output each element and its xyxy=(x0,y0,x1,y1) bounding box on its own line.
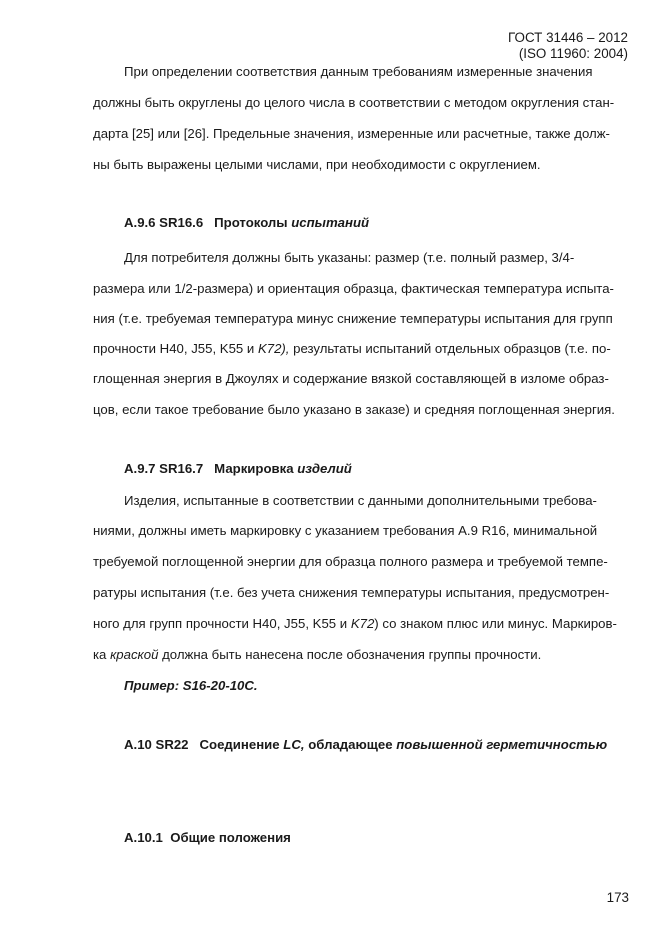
paragraph-1-line-3: дарта [25] или [26]. Предельные значения, измеренные или расчетные, также долж- xyxy=(93,126,610,141)
section-title-italic: LC, xyxy=(283,737,305,752)
text-run: результаты испытаний отдельных образцов (т.е. по- xyxy=(289,341,611,356)
text-run-italic: краской xyxy=(110,647,159,662)
paragraph-3-line-1: Изделия, испытанные в соответствии с данными дополнительными требова- xyxy=(124,493,597,508)
paragraph-3-line-2: ниями, должны иметь маркировку с указанием требования А.9 R16, минимальной xyxy=(93,523,598,538)
section-title-italic: испытаний xyxy=(291,215,370,230)
paragraph-1-line-4: ны быть выражены целыми числами, при необходимости с округлением. xyxy=(93,157,541,172)
section-title: Маркировка xyxy=(214,461,298,476)
document-header xyxy=(508,30,628,62)
paragraph-2-line-6: цов, если такое требование было указано в заказе) и средняя поглощенная энергия. xyxy=(93,402,615,417)
paragraph-3-line-4: ратуры испытания (т.е. без учета снижения температуры испытания, предусмотрен- xyxy=(93,585,610,600)
paragraph-2-line-3: ния (т.е. требуемая температура минус снижение температуры испытания для групп xyxy=(93,311,613,326)
text-run: прочности H40, J55, K55 и xyxy=(93,341,258,356)
text-run: ного для групп прочности H40, J55, K55 и xyxy=(93,616,351,631)
paragraph-1-line-2: должны быть округлены до целого числа в соответствии с методом округления стан- xyxy=(93,95,615,110)
section-title: Протоколы xyxy=(214,215,292,230)
text-run: ка xyxy=(93,647,111,662)
paragraph-2-line-4 xyxy=(93,340,611,357)
section-heading-a97 xyxy=(124,460,352,477)
section-number: А.9.7 SR16.7 xyxy=(124,461,204,476)
paragraph-3-line-6 xyxy=(93,646,541,663)
standard-number: ГОСТ 31446 – 2012 xyxy=(508,30,628,45)
section-title-italic: повышенной герметичностью xyxy=(396,737,608,752)
page-number: 173 xyxy=(606,890,629,905)
section-heading-a10 xyxy=(124,736,607,753)
text-run: должна быть нанесена после обозначения группы прочности. xyxy=(158,647,542,662)
text-run-italic: K72), xyxy=(257,341,290,356)
section-title: Соединение xyxy=(199,737,284,752)
text-run-italic: K72 xyxy=(350,616,375,631)
paragraph-2-line-5: глощенная энергия в Джоулях и содержание вязкой составляющей в изломе образ- xyxy=(93,371,609,386)
section-title: обладающее xyxy=(304,737,397,752)
section-heading-a101 xyxy=(124,829,291,846)
section-heading-a96 xyxy=(124,214,369,231)
section-number: А.10.1 xyxy=(124,830,163,845)
example-line: Пример: S16-20-10C. xyxy=(124,678,258,693)
paragraph-1-line-1: При определении соответствия данным требованиям измеренные значения xyxy=(124,64,593,79)
section-number: А.10 SR22 xyxy=(124,737,189,752)
text-run: ) со знаком плюс или минус. Маркиров- xyxy=(374,616,617,631)
section-title: Общие положения xyxy=(170,830,291,845)
iso-reference: (ISO 11960: 2004) xyxy=(518,46,628,61)
paragraph-2-line-1: Для потребителя должны быть указаны: размер (т.е. полный размер, 3/4- xyxy=(124,250,575,265)
paragraph-3-line-3: требуемой поглощенной энергии для образца полного размера и требуемой темпе- xyxy=(93,554,608,569)
paragraph-3-line-5 xyxy=(93,615,617,632)
section-number: А.9.6 SR16.6 xyxy=(124,215,204,230)
section-title-italic: изделий xyxy=(297,461,352,476)
paragraph-2-line-2: размера или 1/2-размера) и ориентация образца, фактическая температура испыта- xyxy=(93,281,614,296)
